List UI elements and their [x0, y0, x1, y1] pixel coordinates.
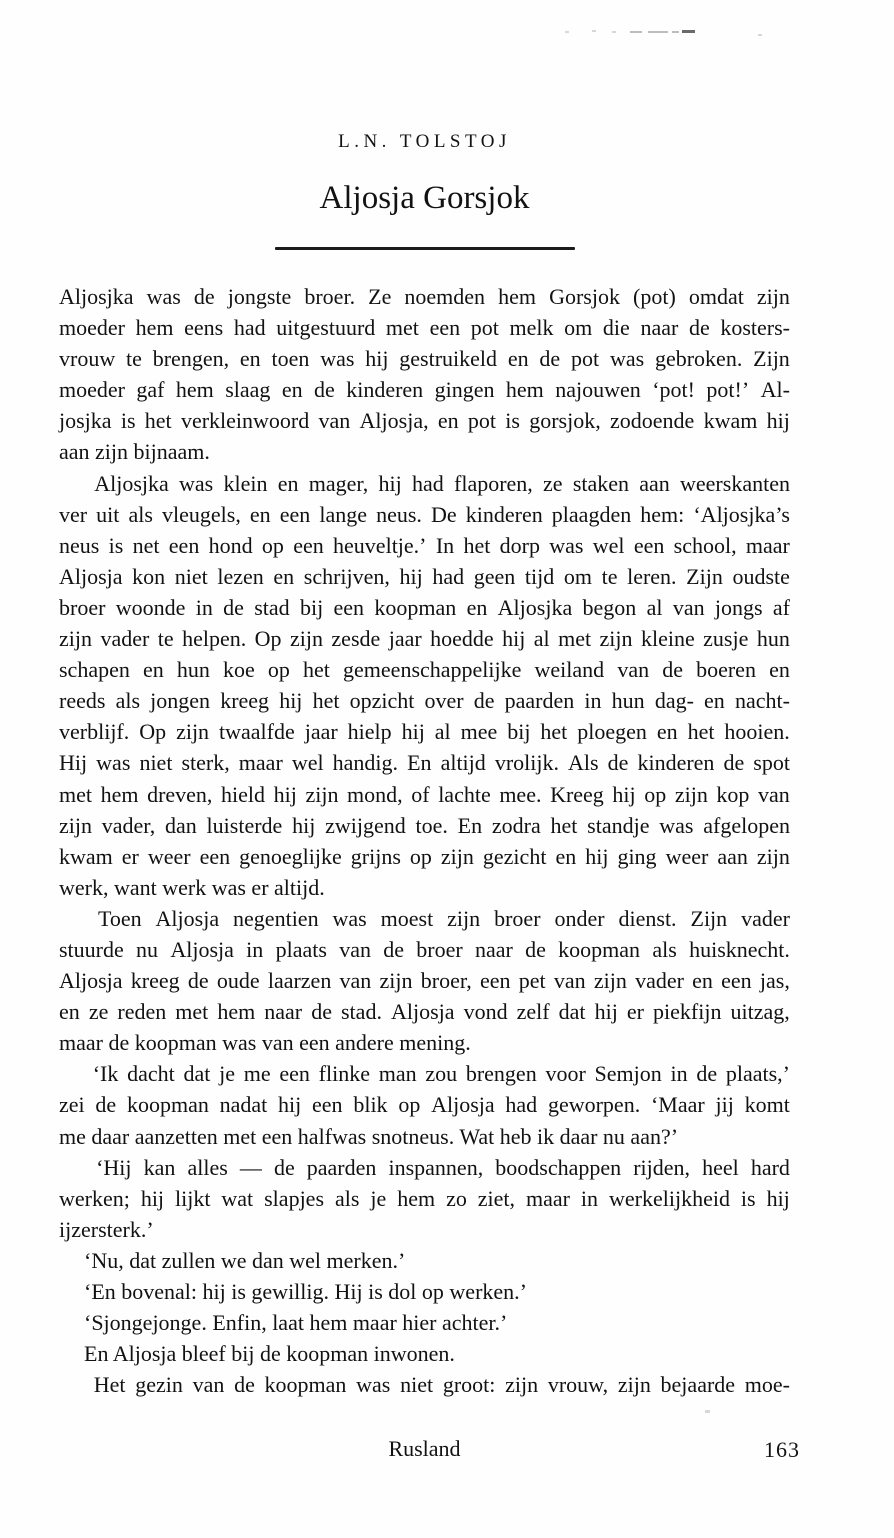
text-line: zijn vader, dan luisterde hij zwijgend toe. En zodra het standje was afgelopen [59, 812, 790, 838]
paragraph [59, 281, 790, 468]
text-line: zei de koopman nadat hij een blik op Aljosja had geworpen. ‘Maar jij komt [59, 1092, 790, 1118]
text-line: en ze reden met hem naar de stad. Aljosja vond zelf dat hij er piekfijn uitzag, [59, 999, 790, 1025]
text-line: Hij was niet sterk, maar wel handig. En altijd vrolijk. Als de kinderen de spot [59, 750, 790, 776]
text-line: En Aljosja bleef bij de koopman inwonen. [84, 1341, 455, 1367]
text-line: josjka is het verkleinwoord van Aljosja, en pot is gorsjok, zodoende kwam hij [59, 408, 790, 434]
paragraph [59, 1276, 790, 1307]
paragraph [59, 1307, 790, 1338]
text-line: schapen en hun koe op het gemeenschappelijke weiland van de boeren en [59, 657, 790, 683]
title-divider [275, 247, 575, 250]
text-line: Het gezin van de koopman was niet groot: zijn vrouw, zijn bejaarde moe- [93, 1372, 790, 1398]
text-line: ‘Ik dacht dat je me een flinke man zou brengen voor Semjon in de plaats,’ [92, 1061, 790, 1087]
text-line: aan zijn bijnaam. [59, 439, 210, 465]
paragraph [59, 468, 790, 903]
story-title: Aljosja Gorsjok [319, 180, 530, 216]
paragraph [59, 1245, 790, 1276]
paragraph [59, 1152, 790, 1245]
text-line: ver uit als vleugels, en een lange neus. De kinderen plaagden hem: ‘Aljosjka’s [59, 501, 790, 527]
text-line: reeds als jongen kreeg hij het opzicht over de paarden in hun dag- en nacht- [59, 688, 790, 714]
text-line: maar de koopman was van een andere mening. [59, 1030, 471, 1056]
text-line: ‘Nu, dat zullen we dan wel merken.’ [84, 1247, 406, 1273]
paragraph [59, 903, 790, 1058]
text-line: Aljosja kreeg de oude laarzen van zijn broer, een pet van zijn vader en een jas, [59, 968, 790, 994]
text-line: Aljosjka was de jongste broer. Ze noemden hem Gorsjok (pot) omdat zijn [59, 284, 790, 309]
text-line: Toen Aljosja negentien was moest zijn broer onder dienst. Zijn vader [97, 905, 790, 931]
text-line: verblijf. Op zijn twaalfde jaar hielp hij al mee bij het ploegen en het hooien. [59, 719, 790, 745]
text-line: Aljosja kon niet lezen en schrijven, hij had geen tijd om te leren. Zijn oudste [59, 563, 790, 589]
text-line: werken; hij lijkt wat slapjes als je hem zo ziet, maar in werkelijkheid is hij [59, 1185, 790, 1211]
text-line: met hem dreven, hield hij zijn mond, of lachte mee. Kreeg hij op zijn kop van [59, 781, 790, 807]
page-number: 163 [764, 1437, 800, 1462]
text-line: ijzersterk.’ [59, 1216, 154, 1242]
text-line: werk, want werk was er altijd. [59, 874, 325, 900]
text-line: neus is net een hond op een heuveltje.’ In het dorp was wel een school, maar [59, 532, 790, 558]
text-line: ‘En bovenal: hij is gewillig. Hij is dol op werken.’ [84, 1279, 527, 1304]
text-line: moeder gaf hem slaag en de kinderen gingen hem najouwen ‘pot! pot!’ Al- [59, 377, 790, 403]
text-line: kwam er weer een genoeglijke grijns op zijn gezicht en hij ging weer aan zijn [59, 843, 790, 869]
paragraph [59, 1338, 790, 1369]
text-line: me daar aanzetten met een halfwas snotneus. Wat heb ik daar nu aan?’ [59, 1123, 679, 1149]
text-line: zijn vader te helpen. Op zijn zesde jaar hoedde hij al met zijn kleine zusje hun [59, 626, 790, 652]
text-line: Aljosjka was klein en mager, hij had flaporen, ze staken aan weerskanten [94, 470, 790, 496]
text-line: moeder hem eens had uitgestuurd met een pot melk om die naar de kosters- [59, 315, 790, 341]
paragraph [59, 1369, 790, 1400]
body-text [59, 281, 790, 1400]
running-title: Rusland [388, 1436, 461, 1461]
author-heading: L.N. TOLSTOJ [338, 131, 511, 152]
text-line: stuurde nu Aljosja in plaats van de broer naar de koopman als huisknecht. [59, 936, 790, 962]
text-line: broer woonde in de stad bij een koopman en Aljosjka begon al van jongs af [59, 594, 790, 620]
text-line: ‘Sjongejonge. Enfin, laat hem maar hier achter.’ [84, 1310, 508, 1336]
text-line: ‘Hij kan alles — de paarden inspannen, boodschappen rijden, heel hard [96, 1154, 790, 1180]
paragraph [59, 1058, 790, 1151]
text-line: vrouw te brengen, en toen was hij gestruikeld en de pot was gebroken. Zijn [59, 346, 790, 372]
